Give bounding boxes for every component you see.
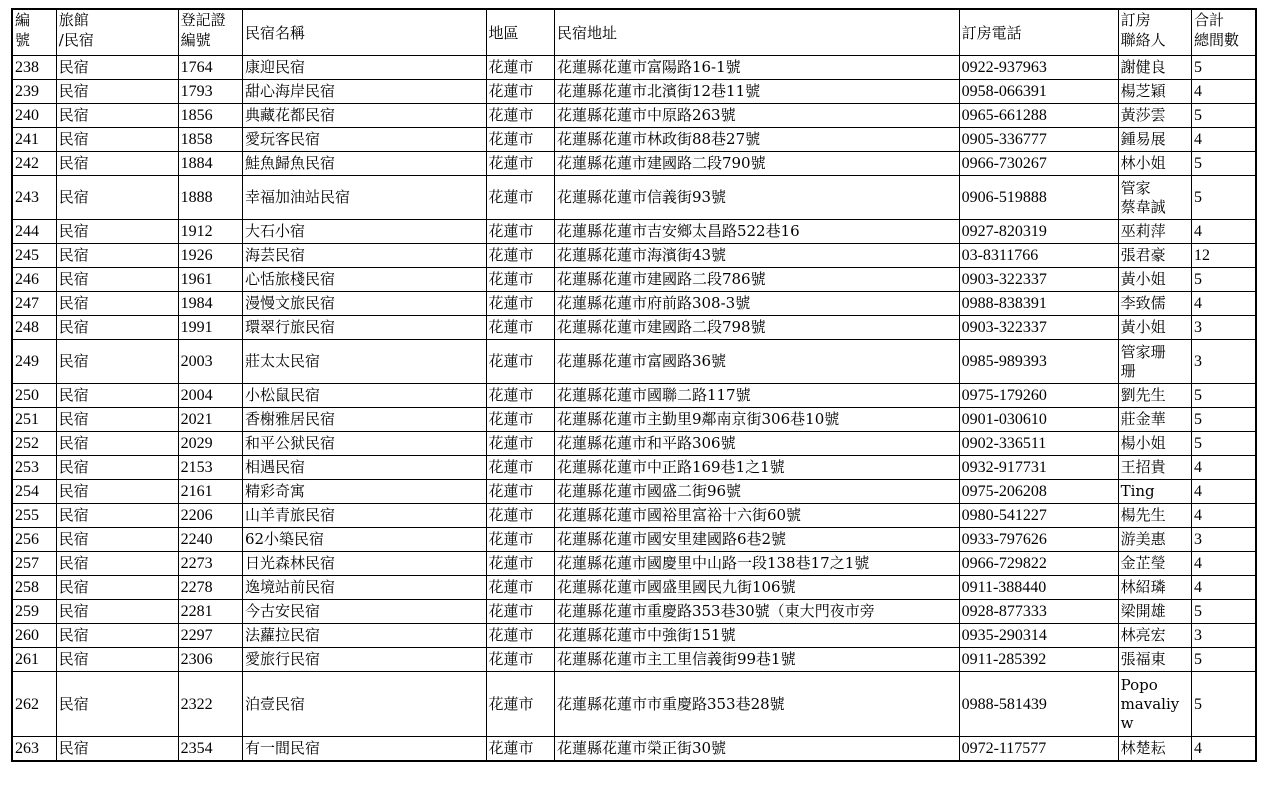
cell-area: 花蓮市 [486, 268, 554, 292]
cell-contact: 管家珊 珊 [1118, 340, 1191, 384]
cell-no: 251 [12, 408, 56, 432]
header-contact: 訂房 聯絡人 [1118, 9, 1191, 56]
cell-address: 花蓮縣花蓮市海濱街43號 [554, 244, 959, 268]
cell-type: 民宿 [56, 528, 178, 552]
cell-address: 花蓮縣花蓮市中強街151號 [554, 624, 959, 648]
cell-rooms: 5 [1192, 56, 1256, 80]
cell-no: 253 [12, 456, 56, 480]
cell-type: 民宿 [56, 244, 178, 268]
header-type: 旅館 /民宿 [56, 9, 178, 56]
cell-name: 幸福加油站民宿 [242, 176, 486, 220]
cell-rooms: 4 [1192, 576, 1256, 600]
table-row [12, 480, 1256, 504]
header-phone: 訂房電話 [959, 9, 1118, 56]
cell-address: 花蓮縣花蓮市富陽路16-1號 [554, 56, 959, 80]
cell-reg: 2297 [178, 624, 242, 648]
cell-contact: 林紹璘 [1118, 576, 1191, 600]
cell-reg: 2021 [178, 408, 242, 432]
cell-type: 民宿 [56, 504, 178, 528]
cell-phone: 0966-730267 [959, 152, 1118, 176]
cell-phone: 0975-206208 [959, 480, 1118, 504]
cell-no: 262 [12, 672, 56, 737]
cell-name: 精彩奇寓 [242, 480, 486, 504]
cell-name: 海芸民宿 [242, 244, 486, 268]
cell-contact: 王招貴 [1118, 456, 1191, 480]
table-row [12, 128, 1256, 152]
cell-type: 民宿 [56, 152, 178, 176]
cell-phone: 0965-661288 [959, 104, 1118, 128]
cell-phone: 0911-285392 [959, 648, 1118, 672]
header-no: 編 號 [12, 9, 56, 56]
cell-no: 255 [12, 504, 56, 528]
cell-no: 258 [12, 576, 56, 600]
table-row [12, 624, 1256, 648]
cell-area: 花蓮市 [486, 672, 554, 737]
cell-reg: 2003 [178, 340, 242, 384]
cell-reg: 1961 [178, 268, 242, 292]
cell-rooms: 5 [1192, 268, 1256, 292]
cell-contact: 梁開雄 [1118, 600, 1191, 624]
table-row [12, 648, 1256, 672]
cell-name: 法蘿拉民宿 [242, 624, 486, 648]
table-row [12, 737, 1256, 762]
cell-rooms: 4 [1192, 220, 1256, 244]
cell-no: 256 [12, 528, 56, 552]
cell-rooms: 5 [1192, 152, 1256, 176]
cell-type: 民宿 [56, 384, 178, 408]
header-rooms: 合計 總間數 [1192, 9, 1256, 56]
cell-no: 248 [12, 316, 56, 340]
cell-name: 甜心海岸民宿 [242, 80, 486, 104]
cell-reg: 1984 [178, 292, 242, 316]
cell-phone: 0927-820319 [959, 220, 1118, 244]
cell-phone: 0903-322337 [959, 268, 1118, 292]
table-row [12, 56, 1256, 80]
cell-name: 和平公狱民宿 [242, 432, 486, 456]
cell-rooms: 4 [1192, 480, 1256, 504]
cell-name: 康迎民宿 [242, 56, 486, 80]
cell-name: 泊壹民宿 [242, 672, 486, 737]
table-row [12, 408, 1256, 432]
cell-rooms: 4 [1192, 456, 1256, 480]
cell-name: 山羊青旅民宿 [242, 504, 486, 528]
cell-phone: 0933-797626 [959, 528, 1118, 552]
cell-rooms: 5 [1192, 600, 1256, 624]
table-row [12, 220, 1256, 244]
table-row [12, 672, 1256, 737]
table-row [12, 576, 1256, 600]
cell-phone: 0922-937963 [959, 56, 1118, 80]
cell-rooms: 4 [1192, 552, 1256, 576]
table-row [12, 244, 1256, 268]
cell-type: 民宿 [56, 480, 178, 504]
cell-rooms: 5 [1192, 176, 1256, 220]
cell-type: 民宿 [56, 456, 178, 480]
cell-name: 今古安民宿 [242, 600, 486, 624]
cell-rooms: 5 [1192, 104, 1256, 128]
cell-phone: 0975-179260 [959, 384, 1118, 408]
cell-name: 心恬旅棧民宿 [242, 268, 486, 292]
header-area: 地區 [486, 9, 554, 56]
cell-reg: 2029 [178, 432, 242, 456]
cell-name: 典藏花都民宿 [242, 104, 486, 128]
cell-no: 257 [12, 552, 56, 576]
cell-area: 花蓮市 [486, 480, 554, 504]
cell-no: 250 [12, 384, 56, 408]
cell-area: 花蓮市 [486, 737, 554, 762]
cell-address: 花蓮縣花蓮市國盛里國民九街106號 [554, 576, 959, 600]
cell-reg: 2354 [178, 737, 242, 762]
cell-phone: 0988-838391 [959, 292, 1118, 316]
cell-reg: 1888 [178, 176, 242, 220]
table-row [12, 152, 1256, 176]
cell-name: 莊太太民宿 [242, 340, 486, 384]
cell-type: 民宿 [56, 268, 178, 292]
cell-area: 花蓮市 [486, 576, 554, 600]
cell-contact: 黃小姐 [1118, 316, 1191, 340]
cell-no: 259 [12, 600, 56, 624]
cell-reg: 2273 [178, 552, 242, 576]
cell-area: 花蓮市 [486, 504, 554, 528]
cell-phone: 0988-581439 [959, 672, 1118, 737]
header-name: 民宿名稱 [242, 9, 486, 56]
cell-address: 花蓮縣花蓮市建國路二段798號 [554, 316, 959, 340]
cell-contact: 林小姐 [1118, 152, 1191, 176]
table-row [12, 80, 1256, 104]
cell-phone: 0932-917731 [959, 456, 1118, 480]
cell-reg: 1793 [178, 80, 242, 104]
cell-name: 逸境站前民宿 [242, 576, 486, 600]
cell-address: 花蓮縣花蓮市重慶路353巷30號（東大門夜市旁 [554, 600, 959, 624]
cell-rooms: 5 [1192, 432, 1256, 456]
cell-name: 愛玩客民宿 [242, 128, 486, 152]
cell-contact: 張君豪 [1118, 244, 1191, 268]
cell-rooms: 5 [1192, 648, 1256, 672]
cell-area: 花蓮市 [486, 600, 554, 624]
cell-address: 花蓮縣花蓮市國盛二街96號 [554, 480, 959, 504]
cell-address: 花蓮縣花蓮市國慶里中山路一段138巷17之1號 [554, 552, 959, 576]
cell-phone: 0906-519888 [959, 176, 1118, 220]
cell-contact: 黃莎雲 [1118, 104, 1191, 128]
cell-rooms: 12 [1192, 244, 1256, 268]
cell-no: 261 [12, 648, 56, 672]
cell-name: 環翠行旅民宿 [242, 316, 486, 340]
cell-rooms: 4 [1192, 504, 1256, 528]
cell-phone: 03-8311766 [959, 244, 1118, 268]
cell-area: 花蓮市 [486, 624, 554, 648]
cell-address: 花蓮縣花蓮市信義街93號 [554, 176, 959, 220]
cell-reg: 2240 [178, 528, 242, 552]
table-row [12, 456, 1256, 480]
cell-phone: 0902-336511 [959, 432, 1118, 456]
cell-area: 花蓮市 [486, 340, 554, 384]
cell-type: 民宿 [56, 600, 178, 624]
cell-area: 花蓮市 [486, 648, 554, 672]
cell-no: 244 [12, 220, 56, 244]
cell-address: 花蓮縣花蓮市富國路36號 [554, 340, 959, 384]
cell-rooms: 5 [1192, 384, 1256, 408]
cell-reg: 2278 [178, 576, 242, 600]
table-body [12, 56, 1256, 762]
cell-reg: 2161 [178, 480, 242, 504]
cell-reg: 1926 [178, 244, 242, 268]
cell-address: 花蓮縣花蓮市北濱街12巷11號 [554, 80, 959, 104]
cell-type: 民宿 [56, 292, 178, 316]
cell-rooms: 3 [1192, 624, 1256, 648]
cell-area: 花蓮市 [486, 152, 554, 176]
cell-phone: 0928-877333 [959, 600, 1118, 624]
cell-address: 花蓮縣花蓮市建國路二段790號 [554, 152, 959, 176]
cell-area: 花蓮市 [486, 104, 554, 128]
header-row [12, 9, 1256, 56]
cell-name: 62小築民宿 [242, 528, 486, 552]
cell-address: 花蓮縣花蓮市林政街88巷27號 [554, 128, 959, 152]
cell-rooms: 4 [1192, 128, 1256, 152]
cell-phone: 0972-117577 [959, 737, 1118, 762]
cell-name: 日光森林民宿 [242, 552, 486, 576]
cell-contact: 楊先生 [1118, 504, 1191, 528]
cell-no: 243 [12, 176, 56, 220]
cell-contact: 巫莉萍 [1118, 220, 1191, 244]
cell-reg: 2004 [178, 384, 242, 408]
header-reg: 登記證 編號 [178, 9, 242, 56]
cell-phone: 0903-322337 [959, 316, 1118, 340]
cell-phone: 0985-989393 [959, 340, 1118, 384]
cell-reg: 2306 [178, 648, 242, 672]
cell-name: 大石小宿 [242, 220, 486, 244]
cell-rooms: 3 [1192, 528, 1256, 552]
cell-type: 民宿 [56, 340, 178, 384]
cell-type: 民宿 [56, 80, 178, 104]
cell-phone: 0905-336777 [959, 128, 1118, 152]
cell-phone: 0935-290314 [959, 624, 1118, 648]
cell-rooms: 5 [1192, 408, 1256, 432]
cell-reg: 1764 [178, 56, 242, 80]
cell-address: 花蓮縣花蓮市國裕里富裕十六街60號 [554, 504, 959, 528]
table-row [12, 104, 1256, 128]
cell-contact: 鍾易展 [1118, 128, 1191, 152]
cell-area: 花蓮市 [486, 552, 554, 576]
table-row [12, 600, 1256, 624]
cell-area: 花蓮市 [486, 456, 554, 480]
cell-rooms: 5 [1192, 672, 1256, 737]
cell-name: 相遇民宿 [242, 456, 486, 480]
cell-contact: 黃小姐 [1118, 268, 1191, 292]
cell-type: 民宿 [56, 408, 178, 432]
table-row [12, 504, 1256, 528]
cell-reg: 1884 [178, 152, 242, 176]
cell-address: 花蓮縣花蓮市國聯二路117號 [554, 384, 959, 408]
cell-type: 民宿 [56, 737, 178, 762]
cell-type: 民宿 [56, 220, 178, 244]
cell-name: 小松鼠民宿 [242, 384, 486, 408]
cell-address: 花蓮縣花蓮市主勤里9鄰南京街306巷10號 [554, 408, 959, 432]
table-row [12, 432, 1256, 456]
cell-type: 民宿 [56, 104, 178, 128]
table-row [12, 292, 1256, 316]
cell-address: 花蓮縣花蓮市榮正街30號 [554, 737, 959, 762]
table-row [12, 316, 1256, 340]
table-row [12, 268, 1256, 292]
cell-area: 花蓮市 [486, 408, 554, 432]
cell-area: 花蓮市 [486, 528, 554, 552]
cell-address: 花蓮縣花蓮市中正路169巷1之1號 [554, 456, 959, 480]
table-row [12, 176, 1256, 220]
cell-area: 花蓮市 [486, 80, 554, 104]
cell-address: 花蓮縣花蓮市和平路306號 [554, 432, 959, 456]
cell-type: 民宿 [56, 552, 178, 576]
cell-type: 民宿 [56, 624, 178, 648]
cell-type: 民宿 [56, 176, 178, 220]
cell-contact: 李致儒 [1118, 292, 1191, 316]
cell-phone: 0980-541227 [959, 504, 1118, 528]
cell-area: 花蓮市 [486, 176, 554, 220]
cell-address: 花蓮縣花蓮市主工里信義街99巷1號 [554, 648, 959, 672]
cell-no: 240 [12, 104, 56, 128]
cell-area: 花蓮市 [486, 56, 554, 80]
cell-phone: 0901-030610 [959, 408, 1118, 432]
cell-address: 花蓮縣花蓮市吉安鄉太昌路522巷16 [554, 220, 959, 244]
cell-contact: 劉先生 [1118, 384, 1191, 408]
table-row [12, 552, 1256, 576]
cell-type: 民宿 [56, 576, 178, 600]
cell-type: 民宿 [56, 672, 178, 737]
cell-contact: 游美惠 [1118, 528, 1191, 552]
cell-address: 花蓮縣花蓮市市重慶路353巷28號 [554, 672, 959, 737]
bnb-table [11, 8, 1257, 762]
cell-reg: 1912 [178, 220, 242, 244]
table-row [12, 528, 1256, 552]
cell-contact: 張福東 [1118, 648, 1191, 672]
cell-contact: 林亮宏 [1118, 624, 1191, 648]
cell-rooms: 4 [1192, 292, 1256, 316]
cell-area: 花蓮市 [486, 292, 554, 316]
cell-phone: 0958-066391 [959, 80, 1118, 104]
cell-phone: 0966-729822 [959, 552, 1118, 576]
cell-reg: 1991 [178, 316, 242, 340]
cell-contact: 金芷瑩 [1118, 552, 1191, 576]
cell-no: 239 [12, 80, 56, 104]
cell-no: 238 [12, 56, 56, 80]
cell-type: 民宿 [56, 56, 178, 80]
cell-name: 愛旅行民宿 [242, 648, 486, 672]
cell-no: 254 [12, 480, 56, 504]
cell-reg: 2322 [178, 672, 242, 737]
cell-no: 245 [12, 244, 56, 268]
cell-type: 民宿 [56, 128, 178, 152]
cell-area: 花蓮市 [486, 316, 554, 340]
cell-rooms: 4 [1192, 737, 1256, 762]
cell-type: 民宿 [56, 316, 178, 340]
cell-address: 花蓮縣花蓮市國安里建國路6巷2號 [554, 528, 959, 552]
header-address: 民宿地址 [554, 9, 959, 56]
cell-area: 花蓮市 [486, 432, 554, 456]
cell-no: 242 [12, 152, 56, 176]
cell-rooms: 4 [1192, 80, 1256, 104]
table-row [12, 340, 1256, 384]
cell-contact: Ting [1118, 480, 1191, 504]
cell-reg: 2206 [178, 504, 242, 528]
cell-contact: 謝健良 [1118, 56, 1191, 80]
cell-no: 249 [12, 340, 56, 384]
cell-address: 花蓮縣花蓮市建國路二段786號 [554, 268, 959, 292]
cell-phone: 0911-388440 [959, 576, 1118, 600]
cell-rooms: 3 [1192, 316, 1256, 340]
cell-no: 241 [12, 128, 56, 152]
table-row [12, 384, 1256, 408]
cell-address: 花蓮縣花蓮市府前路308-3號 [554, 292, 959, 316]
cell-no: 247 [12, 292, 56, 316]
cell-contact: 楊芝穎 [1118, 80, 1191, 104]
cell-contact: 楊小姐 [1118, 432, 1191, 456]
cell-reg: 1858 [178, 128, 242, 152]
cell-no: 252 [12, 432, 56, 456]
cell-area: 花蓮市 [486, 128, 554, 152]
cell-area: 花蓮市 [486, 220, 554, 244]
cell-reg: 1856 [178, 104, 242, 128]
cell-contact: Popo mavaliy w [1118, 672, 1191, 737]
cell-no: 246 [12, 268, 56, 292]
cell-area: 花蓮市 [486, 244, 554, 268]
cell-type: 民宿 [56, 648, 178, 672]
cell-address: 花蓮縣花蓮市中原路263號 [554, 104, 959, 128]
cell-no: 263 [12, 737, 56, 762]
cell-reg: 2281 [178, 600, 242, 624]
cell-contact: 林楚耘 [1118, 737, 1191, 762]
cell-type: 民宿 [56, 432, 178, 456]
cell-rooms: 3 [1192, 340, 1256, 384]
cell-no: 260 [12, 624, 56, 648]
cell-name: 鮭魚歸魚民宿 [242, 152, 486, 176]
cell-name: 有一間民宿 [242, 737, 486, 762]
cell-name: 漫慢文旅民宿 [242, 292, 486, 316]
cell-name: 香榭雅居民宿 [242, 408, 486, 432]
cell-contact: 管家 蔡韋誠 [1118, 176, 1191, 220]
cell-area: 花蓮市 [486, 384, 554, 408]
cell-contact: 莊金華 [1118, 408, 1191, 432]
cell-reg: 2153 [178, 456, 242, 480]
